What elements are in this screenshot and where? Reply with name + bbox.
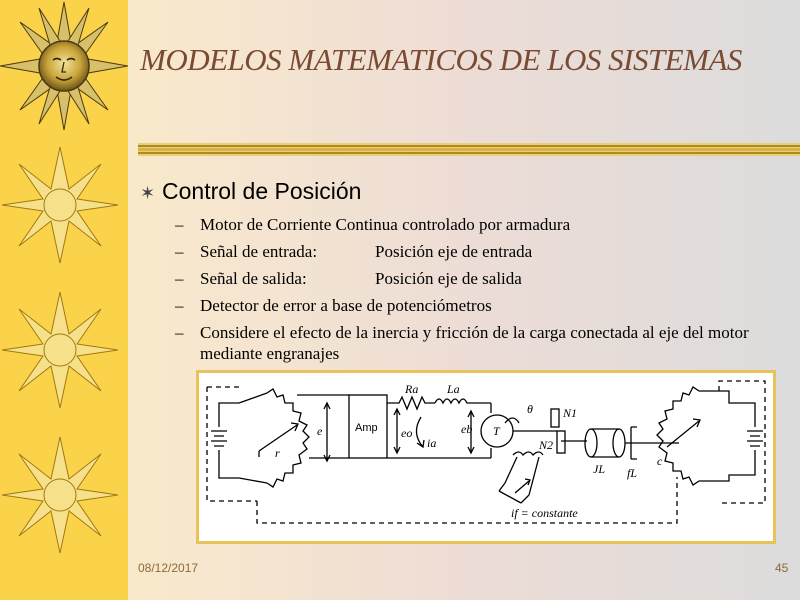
r-label: r [275,446,280,460]
c-label: c [657,454,663,468]
sub-bullet: – Detector de error a base de potenciómetros [175,296,492,315]
sub-bullet: – Considere el efecto de la inercia y fricción de la carga conectada al eje del motor mediante engranajes [175,323,749,363]
sub-bullet-label: Considere el efecto de la inercia y fricción de la carga conectada al eje del motor mediante engranajes [200,323,749,363]
ia-label: ia [427,436,437,450]
amp-label: Amp [355,422,378,434]
position-control-diagram [196,370,776,544]
eo-label: eo [401,426,413,440]
theta-label: θ [527,402,533,416]
main-bullet-text: Control de Posición [162,178,362,204]
star-bullet-icon: ✶ [140,183,156,203]
title-divider [138,143,800,156]
sidebar-decoration [0,0,128,600]
sub-bullet-label: Señal de salida: [200,269,307,288]
main-bullet [140,178,361,205]
if-constant-label: if = constante [511,506,578,520]
N2-label: N2 [539,438,554,452]
sub-bullet: – Motor de Corriente Continua controlado por armadura [175,215,571,234]
slide-date: 08/12/2017 [138,561,199,575]
sun-icon [0,2,128,130]
N1-label: N1 [563,406,578,420]
star-icon [2,437,118,553]
JL-label: JL [593,462,605,476]
fL-label: fL [627,466,638,480]
sub-bullet-label: Señal de entrada: [200,242,318,261]
sub-bullet-label: Detector de error a base de potenciómetros [200,296,492,315]
e-label: e [317,424,323,438]
sub-bullet: – Señal de salida: Posición eje de salida [175,269,522,288]
sub-bullet: – Señal de entrada: Posición eje de entrada [175,242,533,261]
slide-page-number: 45 [775,561,789,575]
slide-title: MODELOS MATEMATICOS DE LOS SISTEMAS [140,42,742,77]
sub-bullet-list [175,214,775,370]
sub-bullet-value: Posición eje de salida [375,269,522,288]
La-label: La [447,382,460,396]
star-icon [2,292,118,408]
T-label: T [493,424,500,438]
Ra-label: Ra [405,382,419,396]
sub-bullet-label: Motor de Corriente Continua controlado por armadura [200,215,571,234]
eb-label: eb [461,422,473,436]
sub-bullet-value: Posición eje de entrada [375,242,533,261]
star-icon [2,147,118,263]
